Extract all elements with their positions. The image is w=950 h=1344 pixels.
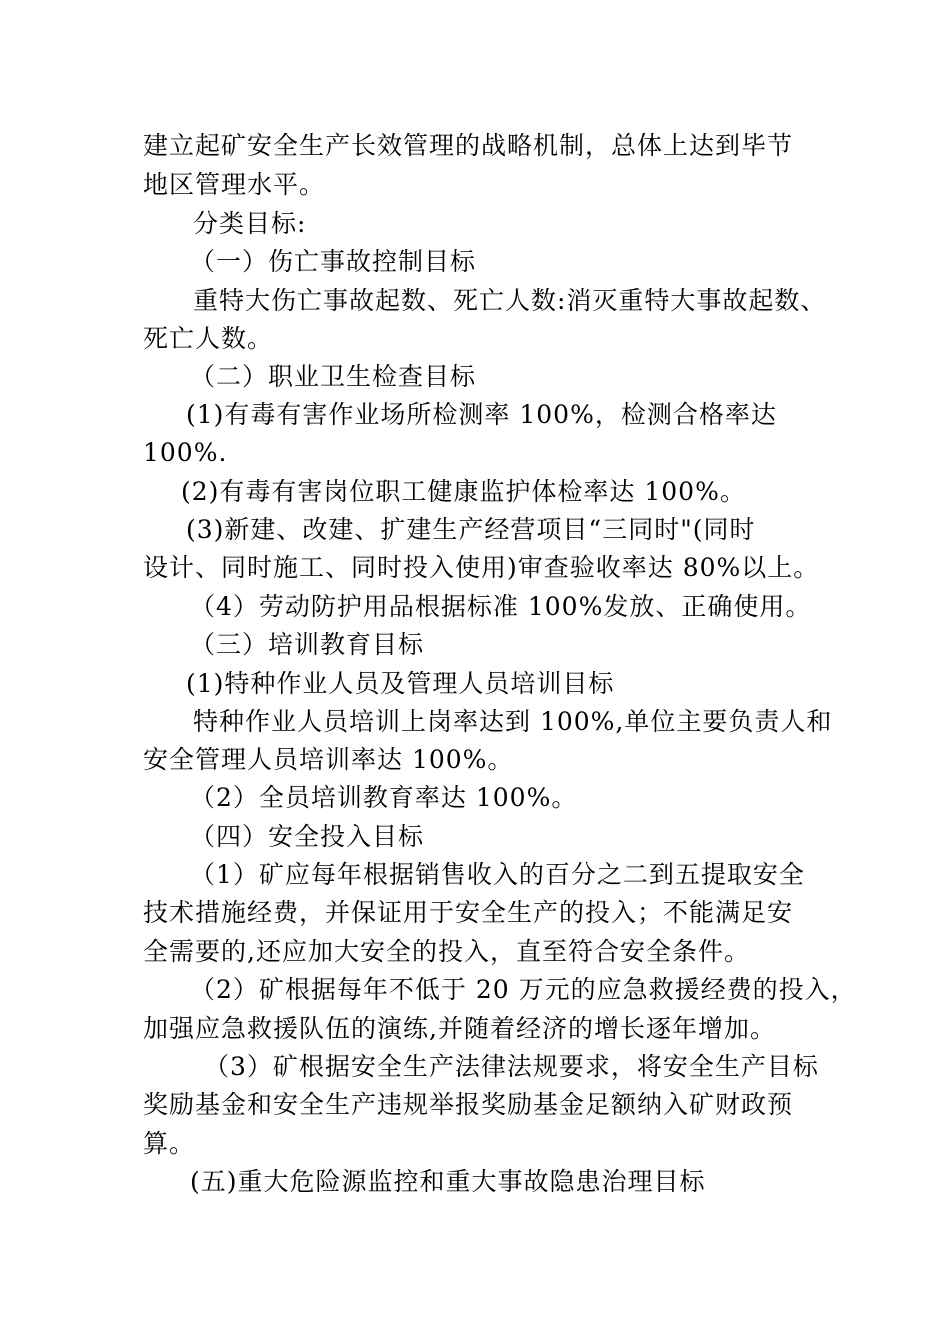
section-heading: (五)重大危险源监控和重大事故隐患治理目标 bbox=[190, 1167, 706, 1196]
text-line: (1)特种作业人员及管理人员培训目标 bbox=[186, 669, 615, 698]
text-line: 设计、同时施工、同时投入使用)审查验收率达 80%以上。 bbox=[143, 553, 820, 582]
text-line: (1)有毒有害作业场所检测率 100%，检测合格率达 bbox=[186, 400, 777, 429]
text-line: (2)有毒有害岗位职工健康监护体检率达 100%。 bbox=[181, 477, 746, 506]
text-line: 安全管理人员培训率达 100%。 bbox=[143, 745, 514, 774]
text-line: （1）矿应每年根据销售收入的百分之二到五提取安全 bbox=[190, 860, 805, 889]
text-line: 技术措施经费，并保证用于安全生产的投入；不能满足安 bbox=[143, 898, 794, 927]
text-line: 重特大伤亡事故起数、死亡人数:消灭重特大事故起数、 bbox=[193, 286, 827, 315]
text-line: 地区管理水平。 bbox=[143, 170, 326, 199]
text-line: （2）矿根据每年不低于 20 万元的应急救援经费的投入， bbox=[190, 975, 857, 1004]
text-line: (3)新建、改建、扩建生产经营项目“三同时"(同时 bbox=[186, 515, 756, 544]
section-heading: 分类目标: bbox=[193, 209, 307, 238]
text-line: 奖励基金和安全生产违规举报奖励基金足额纳入矿财政预 bbox=[143, 1090, 794, 1119]
text-line: 建立起矿安全生产长效管理的战略机制，总体上达到毕节 bbox=[143, 131, 794, 160]
text-line: （4）劳动防护用品根据标准 100%发放、正确使用。 bbox=[190, 592, 812, 621]
text-line: 加强应急救援队伍的演练,并随着经济的增长逐年增加。 bbox=[143, 1014, 776, 1043]
text-line: 100%. bbox=[143, 438, 228, 467]
text-line: 全需要的,还应加大安全的投入，直至符合安全条件。 bbox=[143, 937, 750, 966]
text-line: 死亡人数。 bbox=[143, 324, 274, 353]
section-heading: （三）培训教育目标 bbox=[190, 630, 425, 659]
text-line: 特种作业人员培训上岗率达到 100%,单位主要负责人和 bbox=[193, 707, 833, 736]
text-line: 算。 bbox=[143, 1129, 196, 1158]
section-heading: （四）安全投入目标 bbox=[190, 822, 425, 851]
section-heading: （一）伤亡事故控制目标 bbox=[190, 247, 477, 276]
text-line: （2）全员培训教育率达 100%。 bbox=[190, 783, 578, 812]
text-line: （3）矿根据安全生产法律法规要求，将安全生产目标 bbox=[204, 1052, 819, 1081]
section-heading: （二）职业卫生检查目标 bbox=[190, 362, 477, 391]
